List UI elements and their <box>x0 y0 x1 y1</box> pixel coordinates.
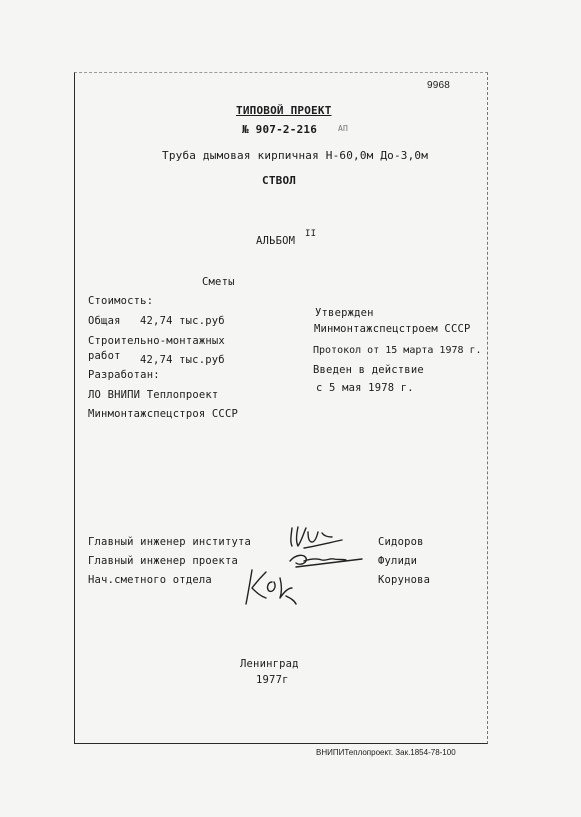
project-subject: Труба дымовая кирпичная Н-60,0м До-3,0м <box>162 149 429 162</box>
cost-construction-label-2: работ <box>88 350 121 362</box>
signature-name-2: Фулиди <box>378 555 418 567</box>
section-title: Сметы <box>202 276 235 288</box>
signature-role-1: Главный инженер института <box>88 536 252 548</box>
developer-line-2: Минмонтажспецстроя СССР <box>88 408 238 420</box>
footer-year: 1977г <box>256 674 289 686</box>
document-title: ТИПОВОЙ ПРОЕКТ <box>236 104 332 117</box>
signature-role-2: Главный инженер проекта <box>88 555 238 567</box>
developer-heading: Разработан: <box>88 369 160 381</box>
handwritten-signature-3 <box>240 562 304 610</box>
cost-heading: Стоимость: <box>88 295 154 307</box>
signature-name-3: Корунова <box>378 574 431 586</box>
approval-line-2: Минмонтажспецстроем СССР <box>314 323 471 335</box>
approval-line-4: Введен в действие <box>313 364 424 376</box>
page-number: 9968 <box>427 80 451 91</box>
developer-line-1: ЛО ВНИПИ Теплопроект <box>88 389 219 401</box>
cost-total-value: 42,74 тыс.руб <box>140 315 225 327</box>
album-number: II <box>305 229 317 239</box>
footer-city: Ленинград <box>240 658 299 670</box>
approval-line-1: Утвержден <box>315 307 374 319</box>
cost-construction-label-1: Строительно-монтажных <box>88 335 225 347</box>
album-label: АЛЬБОМ <box>256 235 296 247</box>
printer-imprint: ВНИПИТеплопроект. Зак.1854-78-100 <box>316 748 456 757</box>
project-suffix: АП <box>338 124 349 133</box>
cost-total-label: Общая <box>88 315 121 327</box>
signature-role-3: Нач.сметного отдела <box>88 574 212 586</box>
signature-name-1: Сидоров <box>378 536 424 548</box>
project-part: СТВОЛ <box>262 174 297 187</box>
project-number: № 907-2-216 <box>242 123 318 136</box>
approval-line-3: Протокол от 15 марта 1978 г. <box>313 345 482 356</box>
approval-line-5: с 5 мая 1978 г. <box>316 382 414 394</box>
cost-construction-value: 42,74 тыс.руб <box>140 354 225 366</box>
